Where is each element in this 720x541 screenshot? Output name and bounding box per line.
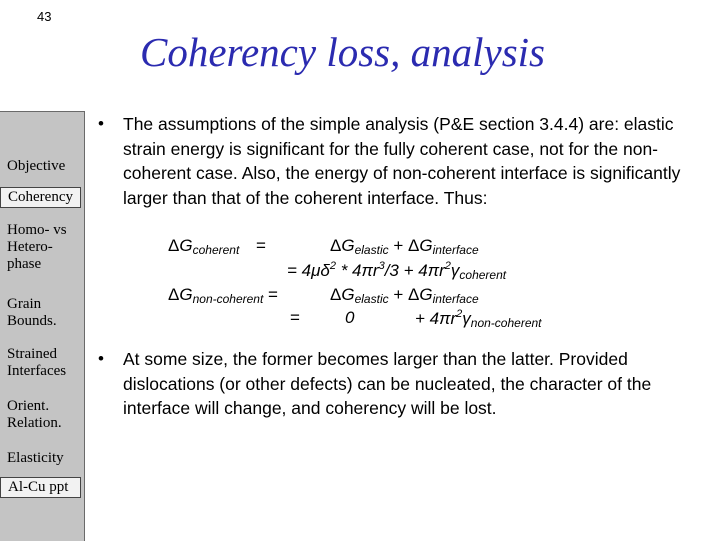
sidebar-item-orient-relation[interactable]: Orient. Relation. bbox=[7, 398, 62, 431]
sidebar-item-coherency[interactable]: Coherency bbox=[0, 187, 81, 208]
bullet-marker: • bbox=[98, 114, 104, 133]
equation-g-noncoherent: $\Delta G_{non-coherent}$ = bbox=[168, 285, 278, 306]
sidebar-item-strained-interfaces[interactable]: Strained Interfaces bbox=[7, 346, 67, 379]
slide-title: Coherency loss, analysis bbox=[140, 29, 546, 75]
equation-coherent-expansion: = $4\mu\delta^2 * 4\pi r^3/3 + 4\pi r^2\gamma_{coherent}$ bbox=[287, 260, 507, 282]
equation-equals-1: = bbox=[256, 236, 266, 255]
equation-elastic-plus-interface-2: $\Delta G_{elastic} + \Delta G_{interface}$ bbox=[330, 285, 479, 306]
page-number: 43 bbox=[37, 9, 52, 24]
equation-g-coherent: $\Delta G_{coherent}$ bbox=[168, 236, 240, 257]
sidebar-item-homo-hetero[interactable]: Homo- vs Hetero- phase bbox=[7, 222, 67, 272]
bullet-text-assumptions: The assumptions of the simple analysis (P&E section 3.4.4) are: elastic strain energy is significant for the fully coherent case, not for the non-coherent case. Also, the energy of non-coherent interface is significantly larger than that of the coherent interface. Thus: bbox=[123, 114, 681, 208]
sidebar-item-objective[interactable]: Objective bbox=[7, 158, 66, 174]
equation-equals-2: = bbox=[290, 308, 300, 327]
sidebar-item-al-cu-ppt[interactable]: Al-Cu ppt bbox=[0, 477, 81, 498]
sidebar-item-elasticity[interactable]: Elasticity bbox=[7, 450, 64, 466]
bullet-text-size-transition: At some size, the former becomes larger than the latter. Provided dislocations (or other defects) can be nucleated, the character of the interface will change, and coherency will be lost. bbox=[123, 349, 652, 418]
equation-elastic-plus-interface-1: $\Delta G_{elastic} + \Delta G_{interface}$ bbox=[330, 236, 479, 257]
bullet-marker: • bbox=[98, 349, 104, 368]
equation-noncoherent-interface: + $4\pi r^2\gamma_{non-coherent}$ bbox=[415, 308, 542, 330]
sidebar-item-grain-bounds[interactable]: Grain Bounds. bbox=[7, 296, 57, 329]
equation-zero: 0 bbox=[345, 308, 355, 327]
